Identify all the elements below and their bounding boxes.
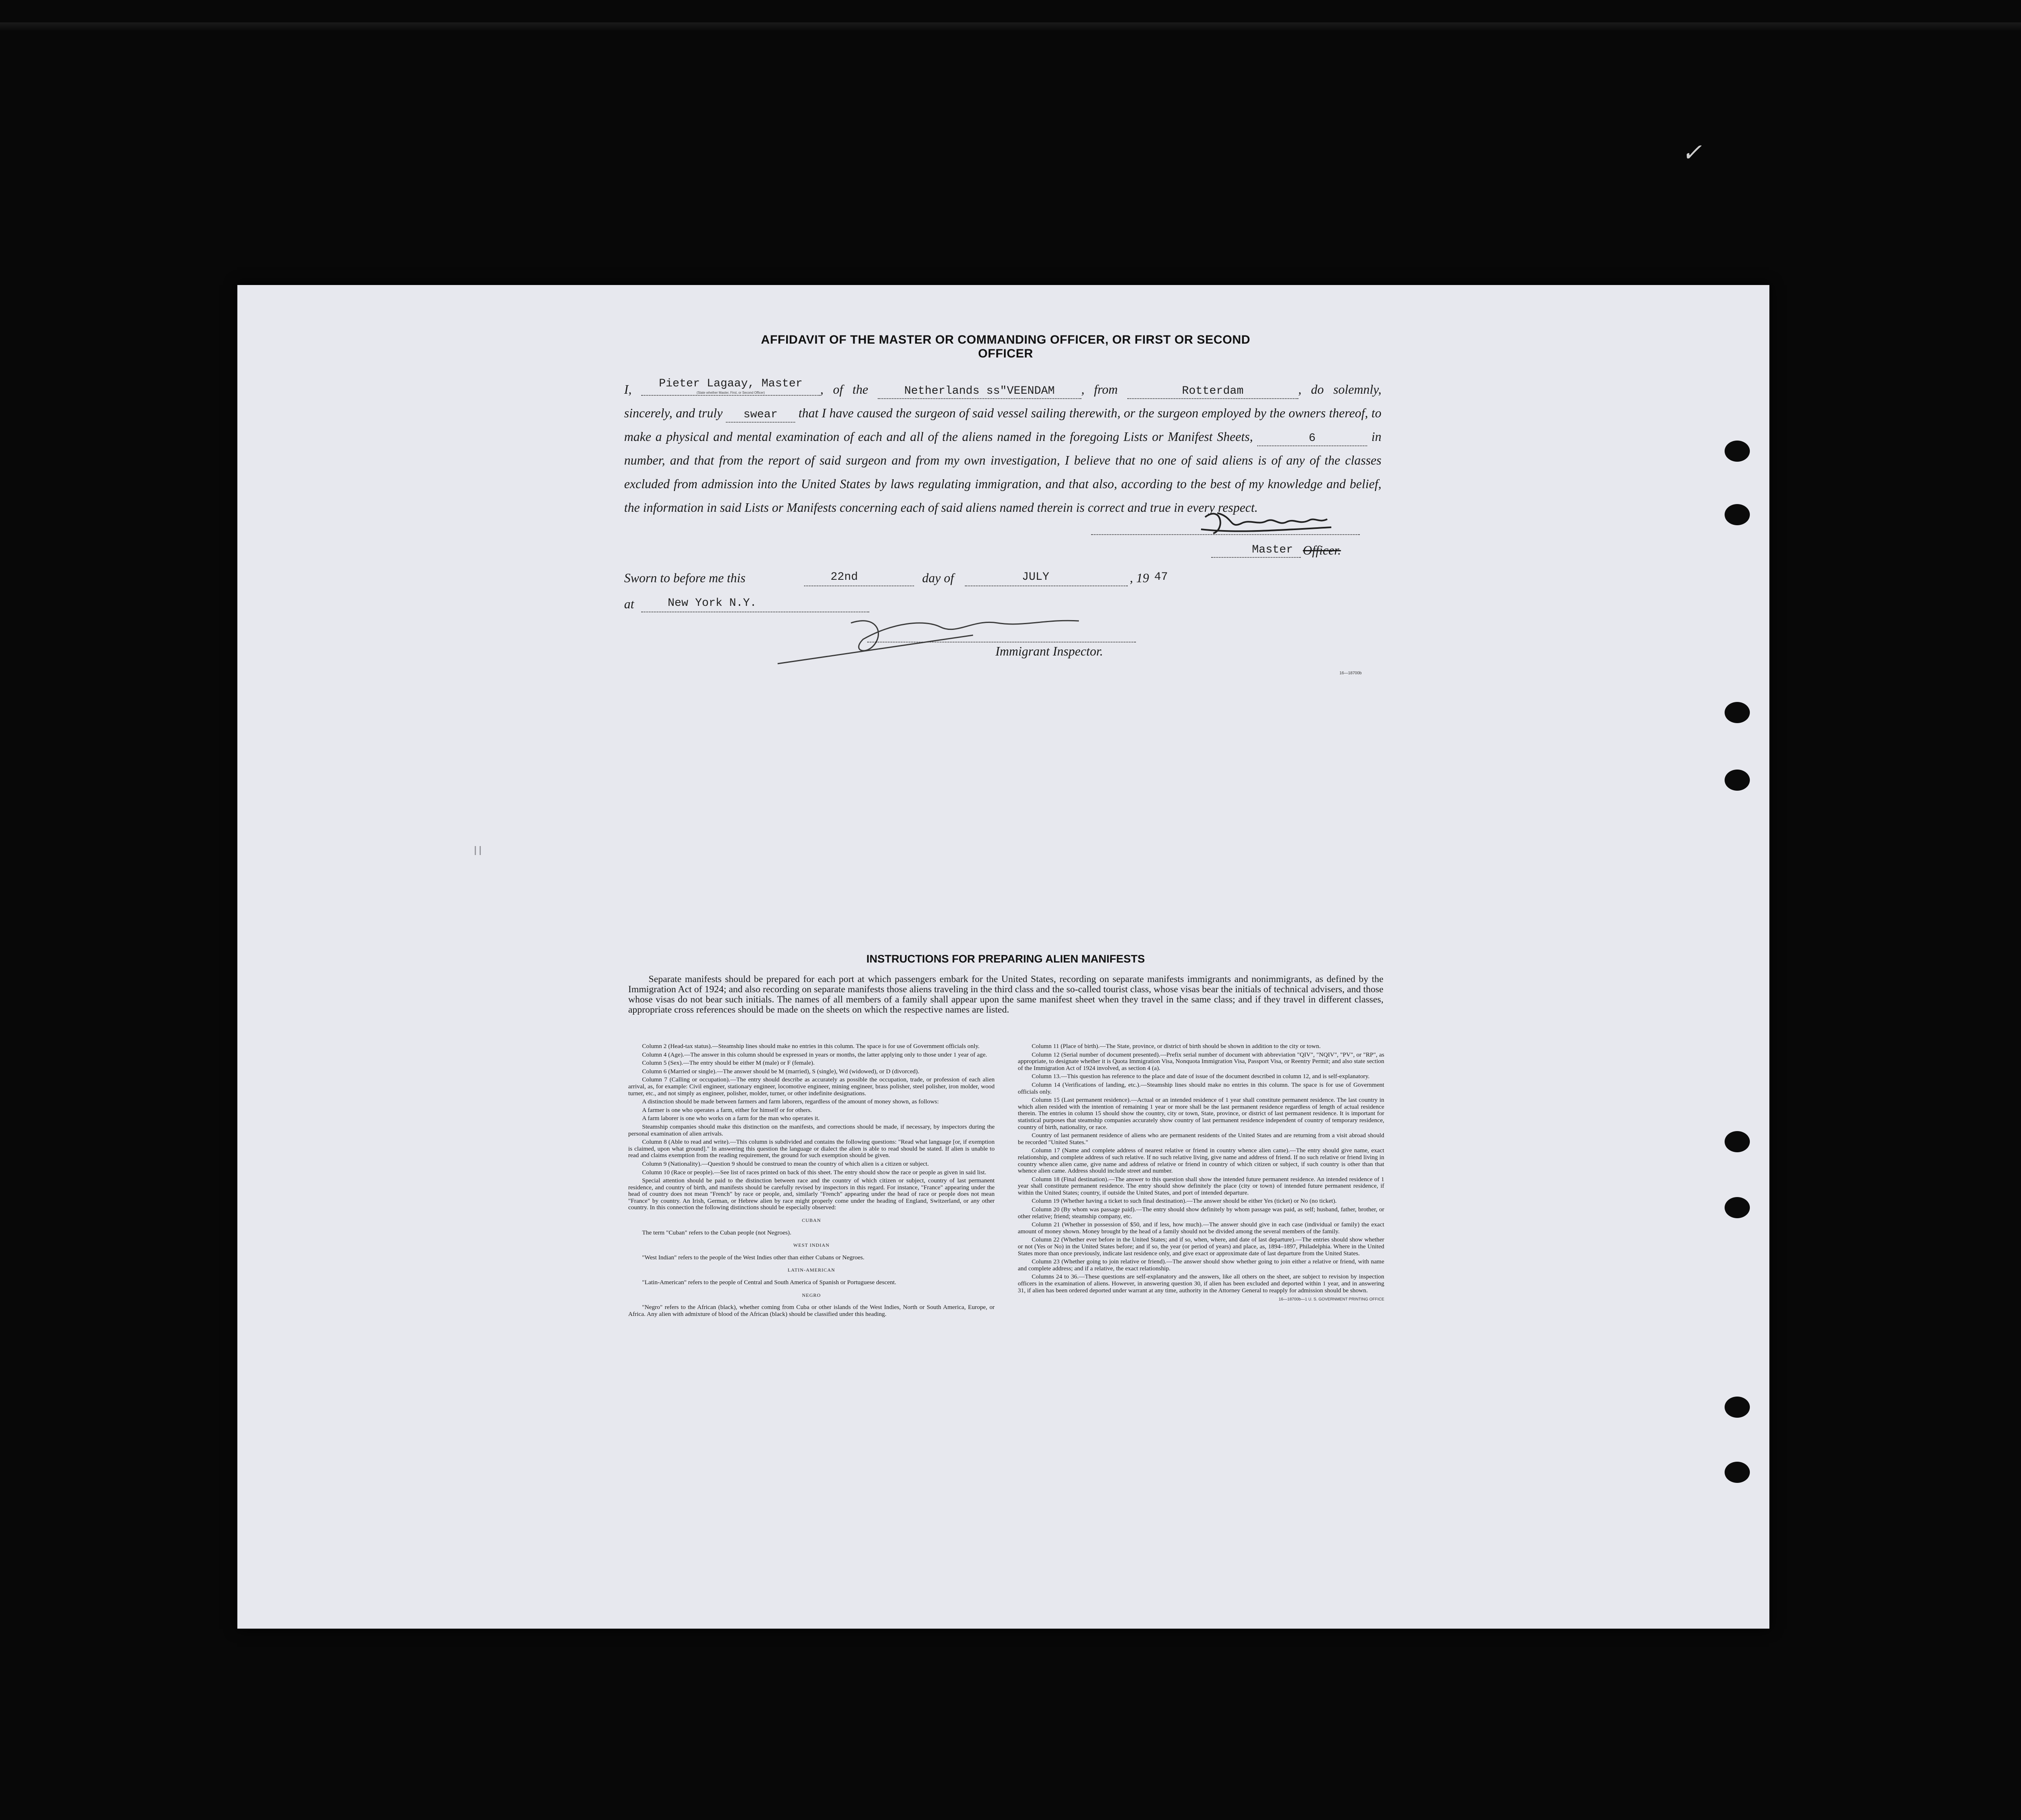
alien-count-field: 6 (1257, 432, 1367, 446)
month-line (965, 585, 1128, 586)
inspector-label: Immigrant Inspector. (995, 644, 1103, 658)
instruction-paragraph: Column 9 (Nationality).—Question 9 should be construed to mean the country of which alien is a citizen or subject. (642, 1160, 929, 1167)
instruction-paragraph: Column 5 (Sex).—The entry should be either M (male) or F (female). (642, 1059, 815, 1067)
instruction-paragraph: Column 13.—This question has reference to the place and date of issue of the document described in column 12, and is self-explanatory. (1032, 1073, 1370, 1080)
instructions-title: INSTRUCTIONS FOR PREPARING ALIEN MANIFESTS (866, 953, 1145, 965)
instruction-paragraph: Column 12 (Serial number of document presented).—Prefix serial number of document with abbreviation "QIV", "NQIV", "PV", or "RP", as appropriate, to designate whether it is Quota Immigration Visa, Nonquota Immigration Visa, Passport Visa, or Reentry Permit; and also state section of the Immigration Act of 1924 involved, as section 4 (a). (1018, 1051, 1384, 1072)
affidavit-form-code: 16—18700b (1339, 671, 1362, 675)
binder-hole (1725, 504, 1750, 525)
year-prefix: , 19 (1130, 571, 1149, 585)
instruction-paragraph: Column 20 (By whom was passage paid).—The entry should show definitely by whom passage was paid, as self; husband, father, brother, or other relative; friend; steamship company, etc. (1018, 1206, 1384, 1220)
instruction-paragraph: Country of last permanent residence of aliens who are permanent residents of the United States and are returning from a visit abroad should be recorded "United States." (1018, 1132, 1384, 1146)
ship-name-field: Netherlands ss"VEENDAM (878, 384, 1081, 399)
officer-label: Officer. (1303, 543, 1341, 557)
margin-tick (475, 846, 476, 855)
cuban-text: The term "Cuban" refers to the Cuban people (not Negroes). (642, 1229, 791, 1236)
instruction-paragraph: Steamship companies should make this distinction on the manifests, and corrections should be made, if necessary, by inspectors during the personal examination of alien arrivals. (628, 1123, 995, 1137)
printing-office-code: 16—18700b—1 U. S. GOVERNMENT PRINTING OFFICE (1278, 1297, 1384, 1302)
instruction-paragraph: A farm laborer is one who works on a farm for the man who operates it. (642, 1115, 820, 1122)
negro-text: "Negro" refers to the African (black), whether coming from Cuba or other islands of the West Indies, North or South America, Europe, or Africa. Any alien with admixture of blood of the African (black) should be classified under this heading. (628, 1304, 995, 1318)
instruction-paragraph: A distinction should be made between farmers and farm laborers, regardless of the amount of money shown, as follows: (642, 1098, 939, 1105)
sworn-month: JULY (1022, 571, 1050, 583)
instructions-right-column (1018, 1043, 1384, 1305)
instruction-paragraph: Column 4 (Age).—The answer in this column should be expressed in years or months, the latter applying only to those under 1 year of age. (642, 1051, 987, 1058)
binder-hole (1725, 1197, 1750, 1218)
latin-american-heading: LATIN-AMERICAN (787, 1267, 835, 1273)
negro-heading: NEGRO (802, 1292, 821, 1298)
binder-hole (1725, 770, 1750, 791)
instruction-paragraph: Column 14 (Verifications of landing, etc.).—Steamship lines should make no entries in this column. The space is for use of Government officials only. (1018, 1081, 1384, 1095)
instruction-paragraph: A farmer is one who operates a farm, either for himself or for others. (642, 1106, 812, 1114)
instruction-paragraph: Special attention should be paid to the distinction between race and the country of which citizen or subject, country of last permanent residence, and country of birth, and manifests should be carefully revised by inspectors in this regard. For instance, "France" appearing under the head of country does not mean "French" by race or people, and, similarly "French" appearing under the head of race or people does not mean "France" by country. An Irish, German, or Hebrew alien by race might properly come under the heading of England, Switzerland, or any other country. In this connection the following distinctions should be especially observed: (628, 1177, 995, 1211)
instructions-intro: Separate manifests should be prepared for each port at which passengers embark for the United States, recording on separate manifests immigrants and nonimmigrants, as defined by the Immigration Act of 1924; and also recording on separate manifests those aliens traveling in the third class and the so-called tourist class, whose visas bear the initials of technical advisers, and those whose visas do not bear such initials. The names of all members of a family shall appear upon the same manifest sheet when they travel in the same class; and if they travel in different classes, appropriate cross references should be made on the sheets on which the respective names are listed. (628, 974, 1383, 1015)
instruction-paragraph: Column 17 (Name and complete address of nearest relative or friend in country whence alien came).—The entry should give name, exact relationship, and complete address of such relative. If no such relative living, give name and address of friend. If no such relative or friend living in country whence alien came, give name and address of relative or friend in country of which citizen or subject, if such country is other than that whence alien came. Address should include street and number. (1018, 1147, 1384, 1175)
instruction-paragraph: Column 6 (Married or single).—The answer should be M (married), S (single), Wd (widowed), or D (divorced). (642, 1068, 919, 1075)
binder-hole (1725, 1462, 1750, 1483)
day-line (804, 585, 914, 586)
instruction-paragraph: Column 23 (Whether going to join relative or friend).—The answer should show whether going to join either a relative or friend, with name and complete address; and if a relative, the exact relationship. (1018, 1258, 1384, 1272)
sworn-place: New York N.Y. (668, 597, 757, 610)
instruction-paragraph: Column 21 (Whether in possession of $50, and if less, how much).—The answer should give in each case (individual or family) the exact amount of money shown. Money brought by the head of a family should not be divided among the several members of the family. (1018, 1221, 1384, 1235)
officer-name-hint: (State whether Master, First, or Second Officer) (697, 391, 765, 395)
binder-hole (1725, 1131, 1750, 1152)
binder-hole (1725, 1397, 1750, 1418)
instructions-left-column (628, 1043, 995, 1319)
instruction-paragraph: Column 22 (Whether ever before in the United States; and if so, when, where, and date of last departure).—The entries should show whether or not (Yes or No) in the United States before; and if so, the year (or period of years) and place, as, 1894–1897, Philadelphia. Where in the United States more than once previously, indicate last residence only, and give exact or approximate date of last departure from the United States. (1018, 1236, 1384, 1257)
affidavit-body: I, Pieter Lagaay, Master (State whether Master, First, or Second Officer) , of the Netherlands ss"VEENDAM , from Rotterdam , do solemnly, sincerely, and truly swear that I have caused the surgeon of said vessel sailing therewith, or the surgeon employed by the owners thereof, to make a physical and mental examination of each and all of the aliens named in the foregoing Lists or Manifest Sheets, 6 in number, and that from the report of said surgeon and from my own investigation, I believe that no one of said aliens is of any of the classes excluded from admission into the United States by laws regulating immigration, and that also, according to the best of my knowledge and belief, the information in said Lists or Manifests concerning each of said aliens named therein is correct and true in every respect. (624, 377, 1382, 515)
margin-tick (480, 846, 481, 855)
instruction-paragraph: Column 11 (Place of birth).—The State, province, or district of birth should be shown in addition to the city or town. (1032, 1043, 1321, 1050)
officer-name-field: Pieter Lagaay, Master (State whether Master, First, or Second Officer) (641, 377, 820, 396)
instruction-paragraph: Column 7 (Calling or occupation).—The entry should describe as accurately as possible the occupation, trade, or profession of each alien arrival, as, for example: Civil engineer, stationary engineer, locomotive engineer, mining engineer, brass polisher, steel polisher, iron molder, wood turner, etc., and not simply as engineer, polisher, molder, turner, or other indefinite designations. (628, 1076, 995, 1097)
port-field: Rotterdam (1127, 384, 1298, 399)
sworn-day: 22nd (831, 571, 858, 583)
instruction-paragraph: Column 19 (Whether having a ticket to such final destination).—The answer should be either Yes (ticket) or No (no ticket). (1032, 1197, 1337, 1205)
instruction-paragraph: Column 18 (Final destination).—The answer to this question shall show the intended future permanent residence. An intended residence of 1 year shall constitute permanent residence. The entry should show definitely the place (city or town) of intended future permanent residence, if within the United States; country, if outside the United States, and port of intended departure. (1018, 1175, 1384, 1196)
instruction-paragraph: Columns 24 to 36.—These questions are self-explanatory and the answers, like all others on the sheet, are subject to revision by inspection officers in the examination of aliens. However, in answering question 30, if alien has been excluded and deported within 1 year, and in answering 31, if alien has been ordered deported under warrant at any time, authority in the Attorney General to reapply for admission should be shown. (1018, 1273, 1384, 1294)
pencil-check-mark: ✓ (1681, 138, 1702, 167)
day-of-label: day of (922, 571, 954, 585)
west-indian-heading: WEST INDIAN (793, 1242, 830, 1248)
binder-hole (1725, 441, 1750, 462)
affidavit-title: AFFIDAVIT OF THE MASTER OR COMMANDING OFFICER, OR FIRST OR SECOND OFFICER (761, 333, 1250, 360)
instruction-paragraph: Column 2 (Head-tax status).—Steamship lines should make no entries in this column. The space is for use of Government officials only. (642, 1043, 980, 1050)
master-signature (1197, 501, 1360, 546)
at-label: at (624, 597, 634, 611)
sworn-label: Sworn to before me this (624, 571, 746, 585)
rank-line (1211, 557, 1301, 558)
instruction-paragraph: Column 10 (Race or people).—See list of races printed on back of this sheet. The entry should show the race or people as given in said list. (642, 1169, 986, 1176)
latin-american-text: "Latin-American" refers to the people of Central and South America of Spanish or Portuguese descent. (642, 1279, 897, 1286)
west-indian-text: "West Indian" refers to the people of the West Indies other than either Cubans or Negroes. (642, 1254, 865, 1261)
master-signature-line (1091, 534, 1360, 535)
cuban-heading: CUBAN (802, 1217, 821, 1224)
scan-edge (0, 22, 2021, 31)
sworn-year: 47 (1154, 571, 1168, 583)
instruction-paragraph: Column 15 (Last permanent residence).—Actual or an intended residence of 1 year shall constitute permanent residence. The last country in which alien resided with the intention of remaining 1 year or more shall be the last permanent residence regardless of length of actual residence therein. The entries in column 15 should show the country, city or town, State, province, or district of last permanent residence. It is important for statistical purposes that steamship companies accurately show country of last permanent residence independent of country of temporary residence, country of birth, nationality, or race. (1018, 1096, 1384, 1131)
master-rank-typed: Master (1252, 544, 1293, 556)
binder-hole (1725, 702, 1750, 723)
oath-type-field: swear (726, 408, 795, 423)
instruction-paragraph: Column 8 (Able to read and write).—This column is subdivided and contains the following questions: "Read what language [or, if exemption is claimed, upon what ground]." In answering this question the language or dialect the alien is able to read should be stated. If alien is unable to read and claims exemption from the reading requirement, the ground for such exemption should be given. (628, 1138, 995, 1159)
